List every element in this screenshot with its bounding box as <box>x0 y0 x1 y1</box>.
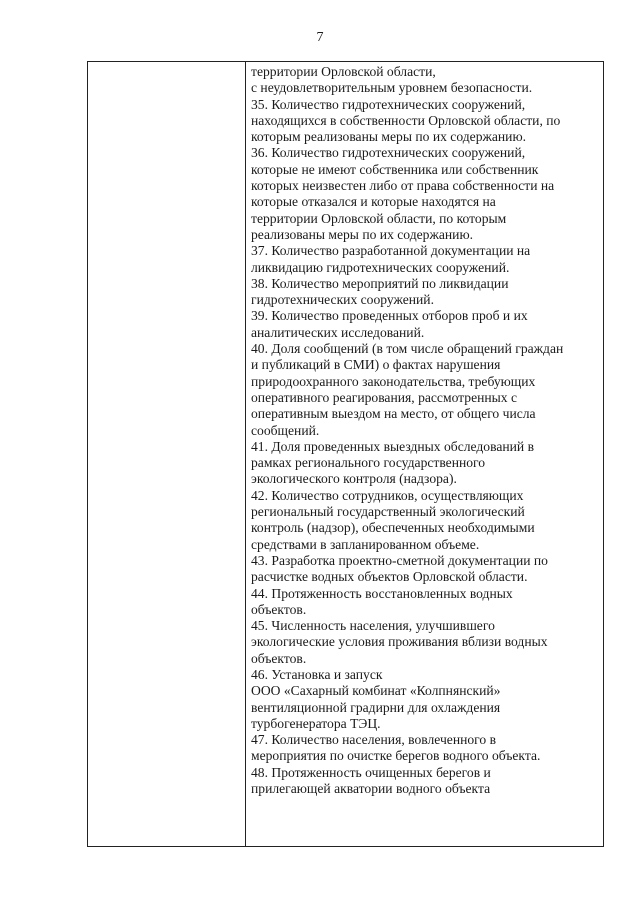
indicator-item: 40. Доля сообщений (в том числе обращений граждан и публикаций в СМИ) о фактах нарушения природоохранного законодательства, требующих оперативного реагирования, рассмотренных с оперативным выездом на место, от общего числа сообщений. <box>251 341 564 438</box>
indicator-item: 47. Количество населения, вовлеченного в мероприятия по очистке берегов водного объекта. <box>251 732 541 764</box>
indicator-item: 41. Доля проведенных выездных обследований в рамках регионального государственного экологического контроля (надзора). <box>251 438 535 487</box>
indicator-item: 37. Количество разработанной документации на ликвидацию гидротехнических сооружений. <box>251 243 531 275</box>
indicator-item: 38. Количество мероприятий по ликвидации гидротехнических сооружений. <box>251 275 509 308</box>
indicator-item: 48. Протяженность очищенных берегов и прилегающей акватории водного объекта <box>251 764 491 797</box>
indicator-item: 46. Установка и запуск ООО «Сахарный комбинат «Колпнянский» вентиляционной градирни для охлаждения турбогенератора ТЭЦ. <box>251 666 501 731</box>
indicator-item: территории Орловской области, с неудовлетворительным уровнем безопасности. <box>251 64 533 96</box>
indicators-table <box>87 61 604 847</box>
indicator-item: 35. Количество гидротехнических сооружений, находящихся в собственности Орловской области, по которым реализованы меры по их содержанию. <box>251 96 561 145</box>
indicator-item: 42. Количество сотрудников, осуществляющих региональный государственный экологический контроль (надзор), обеспеченных необходимыми средствами в запланированном объеме. <box>251 487 535 552</box>
indicators-list <box>251 64 601 797</box>
left-column-cell <box>88 62 246 846</box>
indicator-item: 36. Количество гидротехнических сооружений, которые не имеют собственника или собственник которых неизвестен либо от права собственности на которые отказался и которые находятся на территории Орловской области, по которым реализованы меры по их содержанию. <box>251 145 555 242</box>
page-number: 7 <box>316 30 324 45</box>
indicator-item: 39. Количество проведенных отборов проб и их аналитических исследований. <box>251 308 528 340</box>
indicator-item: 44. Протяженность восстановленных водных объектов. <box>251 585 513 617</box>
indicator-item: 45. Численность населения, улучшившего экологические условия проживания вблизи водных объектов. <box>251 618 548 666</box>
indicator-item: 43. Разработка проектно-сметной документации по расчистке водных объектов Орловской области. <box>251 552 548 585</box>
